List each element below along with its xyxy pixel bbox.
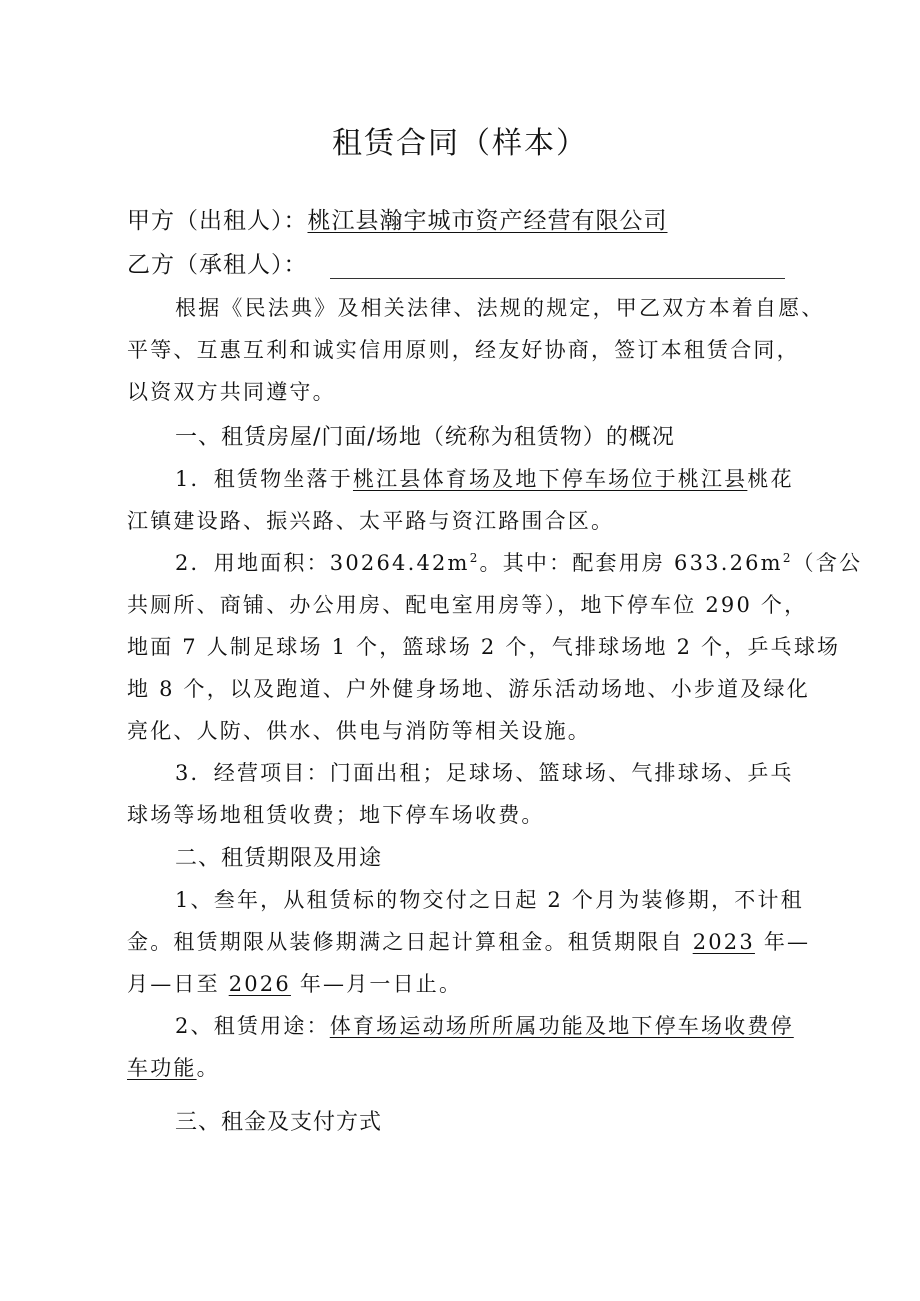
section-1-heading: 一、租赁房屋/门面/场地（统称为租赁物）的概况 [175, 425, 675, 450]
s1-item1-suffix: 桃花 [747, 467, 794, 491]
s2-item2-line2 [127, 1052, 220, 1082]
s2-item1-line1: 1、叁年，从租赁标的物交付之日起 2 个月为装修期，不计租 [175, 888, 804, 912]
party-b-blank-field [330, 256, 785, 279]
intro-line-3: 以资双方共同遵守。 [127, 380, 336, 404]
s2-item1-text: 金。租赁期限从装修期满之日起计算租金。租赁期限自 [127, 930, 693, 954]
s2-item1-year-suffix: 年— [754, 930, 811, 954]
s2-item2-prefix: 2、租赁用途： [175, 1014, 330, 1038]
intro-line-1: 根据《民法典》及相关法律、法规的规定，甲乙双方本着自愿、 [175, 296, 825, 320]
s2-item2-purpose-2: 车功能 [127, 1056, 197, 1080]
party-b-line [127, 246, 785, 279]
s2-item1-end: 年—月一日止。 [290, 972, 463, 996]
s1-item2-line5: 亮化、人防、供水、供电与消防等相关设施。 [127, 719, 591, 743]
section-2-heading: 二、租赁期限及用途 [175, 846, 383, 871]
s1-item2-line1 [175, 547, 862, 577]
party-b-label: 乙方（承租人）： [127, 252, 308, 278]
s2-item2-purpose-1: 体育场运动场所所属功能及地下停车场收费停 [329, 1014, 794, 1038]
superscript-2: 2 [469, 551, 480, 565]
intro-line-2: 平等、互惠互利和诚实信用原则，经友好协商，签订本租赁合同， [127, 338, 800, 362]
s1-item2-area: 2．用地面积：30264.42m [175, 551, 470, 575]
s2-item1-until: 月—日至 [127, 972, 229, 996]
end-year: 2026 [228, 972, 291, 996]
s1-item2-note-start: （含公 [792, 551, 863, 575]
s1-item3-line1: 3．经营项目：门面出租；足球场、篮球场、气排球场、乒乓 [175, 761, 794, 785]
start-year: 2023 [692, 930, 755, 954]
s1-item1-location: 桃江县体育场及地下停车场位于桃江县 [352, 467, 748, 491]
party-a-label: 甲方（出租人）： [127, 208, 308, 234]
s1-item2-line2: 共厕所、商铺、办公用房、配电室用房等），地下停车位 290 个， [127, 593, 808, 617]
s1-item2-building-area: 。其中：配套用房 633.26m [479, 551, 783, 575]
s2-item1-line3 [127, 968, 462, 998]
s1-item2-line4: 地 8 个，以及跑道、户外健身场地、游乐活动场地、小步道及绿化 [127, 677, 810, 701]
s2-item2-suffix: 。 [196, 1056, 220, 1080]
document-title: 租赁合同（样本） [332, 126, 588, 161]
s1-item1-prefix: 1．租赁物坐落于 [175, 467, 353, 491]
s1-item1-line2: 江镇建设路、振兴路、太平路与资江路围合区。 [127, 509, 615, 533]
s1-item1-line1 [175, 463, 794, 493]
section-3-heading: 三、租金及支付方式 [175, 1110, 383, 1135]
party-a-name: 桃江县瀚宇城市资产经营有限公司 [307, 208, 668, 234]
s2-item2-line1 [175, 1010, 794, 1040]
s1-item2-line3: 地面 7 人制足球场 1 个，篮球场 2 个，气排球场地 2 个，乒乓球场 [127, 635, 841, 659]
superscript-2b: 2 [782, 551, 793, 565]
party-a-line [127, 202, 668, 235]
s1-item3-line2: 球场等场地租赁收费；地下停车场收费。 [127, 803, 545, 827]
s2-item1-line2 [127, 926, 810, 956]
